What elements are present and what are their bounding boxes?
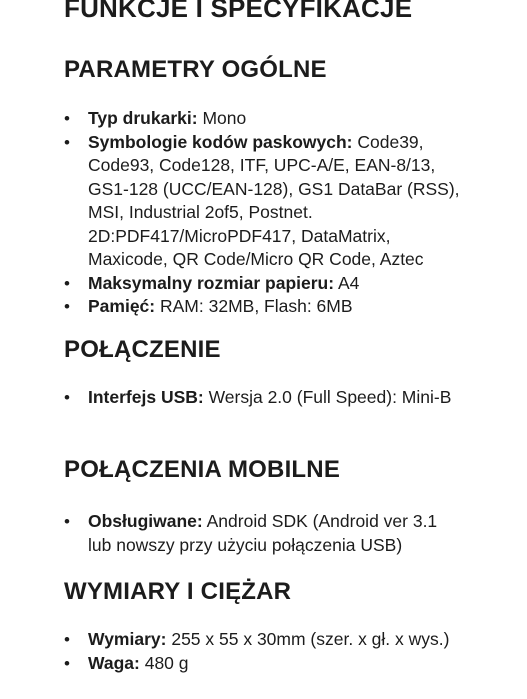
spec-list-connection (64, 386, 464, 410)
bullet: • (64, 132, 70, 152)
spec-list-general (64, 107, 464, 319)
spec-item-printer-type (64, 107, 464, 131)
spec-label: Wymiary: (88, 629, 167, 649)
spec-value: Code39, Code93, Code128, ITF, UPC-A/E, EAN-8/13, GS1-128 (UCC/EAN-128), GS1 DataBar (RSS), MSI, Industrial 2of5, Postnet. 2D:PDF417/MicroPDF417, DataMatrix, Maxicode, QR Code/Micro QR Code, Aztec (88, 131, 460, 269)
spec-item-dimensions (64, 628, 464, 652)
section-title-dimensions-weight: WYMIARY I CIĘŻAR (64, 578, 292, 605)
spec-label: Maksymalny rozmiar papieru: (88, 272, 335, 293)
bullet: • (64, 109, 70, 128)
spec-value: 480 g (139, 652, 189, 673)
spec-list-dimensions-weight (64, 628, 464, 675)
spec-item-max-paper-size (64, 272, 464, 296)
spec-list-mobile (64, 510, 464, 557)
spec-label: Typ drukarki: (88, 108, 198, 128)
spec-item-weight (64, 652, 464, 676)
section-title-mobile: POŁĄCZENIA MOBILNE (64, 456, 341, 483)
section-title-general: PARAMETRY OGÓLNE (64, 56, 327, 83)
spec-value: Mono (197, 108, 247, 128)
bullet: • (64, 297, 70, 316)
spec-value: 255 x 55 x 30mm (szer. x gł. x wys.) (166, 629, 450, 649)
spec-value: Android SDK (Android ver 3.1 lub nowszy przy użyciu połączenia USB) (88, 511, 438, 555)
page-title: FUNKCJE I SPECYFIKACJE (64, 0, 413, 23)
spec-label: Interfejs USB: (88, 387, 204, 407)
spec-value: A4 (334, 272, 360, 293)
section-title-connection: POŁĄCZENIE (64, 336, 221, 363)
bullet: • (64, 273, 70, 293)
bullet: • (64, 388, 70, 407)
spec-label: Obsługiwane: (88, 511, 203, 531)
bullet: • (64, 653, 70, 673)
spec-item-usb-interface (64, 386, 464, 410)
spec-item-supported (64, 510, 464, 557)
spec-label: Pamięć: (88, 296, 156, 316)
spec-label: Waga: (88, 652, 140, 673)
spec-item-barcode-symbologies (64, 131, 464, 272)
spec-value: Wersja 2.0 (Full Speed): Mini-B (203, 387, 452, 407)
bullet: • (64, 512, 70, 531)
spec-label: Symbologie kodów paskowych: (88, 131, 353, 152)
spec-value: RAM: 32MB, Flash: 6MB (155, 296, 353, 316)
spec-item-memory (64, 295, 464, 319)
bullet: • (64, 630, 70, 649)
